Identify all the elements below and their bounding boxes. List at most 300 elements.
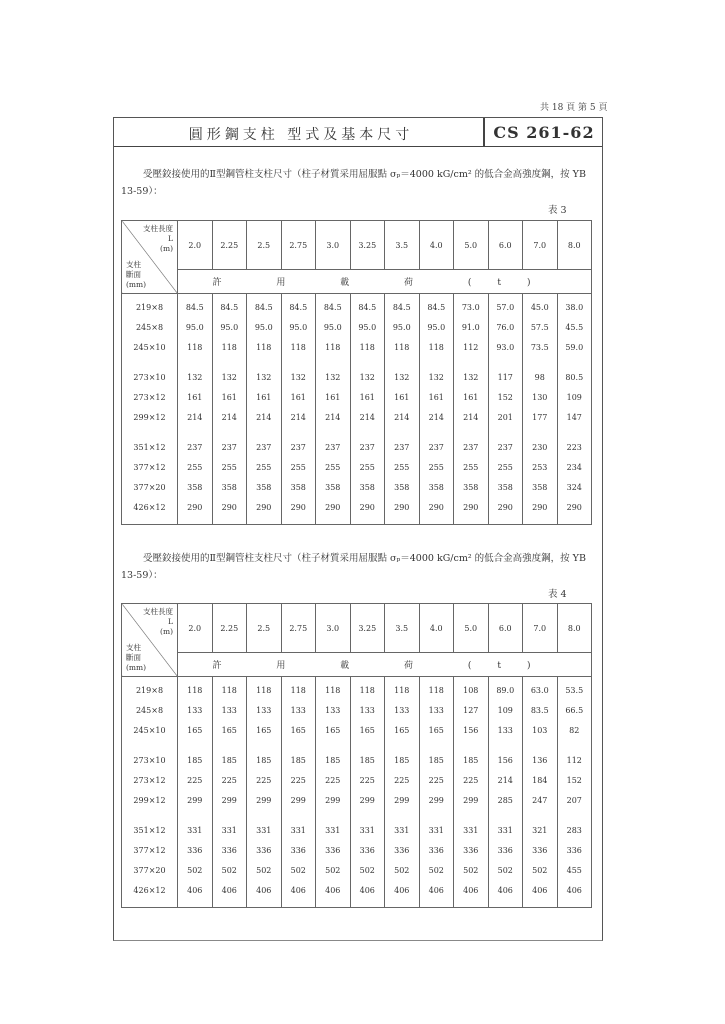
load-value: 133 <box>497 726 513 735</box>
section-size: 273×10 <box>133 756 166 765</box>
load-value: 225 <box>325 776 341 785</box>
length-header-cell: 3.0 <box>316 221 351 270</box>
load-value: 165 <box>359 726 375 735</box>
load-value: 84.5 <box>254 303 273 312</box>
load-value: 83.5 <box>530 706 549 715</box>
length-header-cell: 5.0 <box>454 604 489 653</box>
load-value: 84.5 <box>289 303 308 312</box>
load-value: 214 <box>325 413 341 422</box>
row-group-gap <box>420 358 454 368</box>
row-group-gap <box>558 811 592 821</box>
row-group-gap <box>122 428 177 438</box>
load-value: 161 <box>290 393 306 402</box>
load-value: 336 <box>256 846 272 855</box>
load-value: 161 <box>463 393 479 402</box>
load-value: 237 <box>394 443 410 452</box>
load-value: 255 <box>359 463 375 472</box>
load-value: 299 <box>221 796 237 805</box>
load-value: 133 <box>359 706 375 715</box>
section-size: 426×12 <box>133 503 166 512</box>
section-axis-label <box>126 260 146 290</box>
load-value: 152 <box>566 776 582 785</box>
load-value: 502 <box>221 866 237 875</box>
load-value: 95.0 <box>289 323 308 332</box>
load-value: 331 <box>290 826 306 835</box>
load-value: 331 <box>325 826 341 835</box>
row-group-gap <box>213 741 247 751</box>
row-group-gap <box>523 811 557 821</box>
load-value: 63.0 <box>530 686 549 695</box>
load-value: 66.5 <box>565 706 584 715</box>
load-value: 118 <box>359 686 375 695</box>
load-value: 132 <box>221 373 237 382</box>
load-value: 299 <box>359 796 375 805</box>
load-value-column <box>281 294 316 525</box>
length-header-cell: 3.0 <box>316 604 351 653</box>
section-size: 377×20 <box>133 866 166 875</box>
load-value: 133 <box>256 706 272 715</box>
load-value-column <box>247 294 282 525</box>
row-group-gap <box>351 811 385 821</box>
load-value: 358 <box>325 483 341 492</box>
corner-header <box>122 604 178 677</box>
load-value-column <box>557 677 592 908</box>
load-value: 118 <box>187 686 203 695</box>
length-axis-text: 支柱長度 <box>143 224 173 233</box>
length-header-cell: 8.0 <box>557 604 592 653</box>
load-value: 336 <box>497 846 513 855</box>
load-value: 147 <box>566 413 582 422</box>
section-axis-label <box>126 643 146 673</box>
load-value-column <box>385 677 420 908</box>
load-value: 93.0 <box>496 343 515 352</box>
row-group-gap <box>489 741 523 751</box>
row-group-gap <box>316 811 350 821</box>
page-number: 共 18 頁 第 5 頁 <box>540 103 608 113</box>
load-value: 118 <box>290 686 306 695</box>
load-value: 253 <box>532 463 548 472</box>
length-header-cell: 2.75 <box>281 604 316 653</box>
load-value: 165 <box>325 726 341 735</box>
load-value: 132 <box>394 373 410 382</box>
load-value: 358 <box>221 483 237 492</box>
load-value: 127 <box>463 706 479 715</box>
load-value: 214 <box>256 413 272 422</box>
load-value: 324 <box>566 483 582 492</box>
load-value: 502 <box>187 866 203 875</box>
allowable-load-label: 許 用 載 荷 (t) <box>178 653 592 677</box>
load-value: 214 <box>221 413 237 422</box>
section-axis-text: (mm) <box>126 663 147 672</box>
load-value: 358 <box>359 483 375 492</box>
load-value: 98 <box>534 373 545 382</box>
section-size: 273×12 <box>133 776 166 785</box>
section-size: 299×12 <box>133 796 166 805</box>
load-value: 406 <box>221 886 237 895</box>
row-group-gap <box>385 741 419 751</box>
row-group-gap <box>213 811 247 821</box>
load-value: 53.5 <box>565 686 584 695</box>
load-value: 299 <box>325 796 341 805</box>
load-value: 358 <box>187 483 203 492</box>
load-value: 73.0 <box>461 303 480 312</box>
load-value: 225 <box>187 776 203 785</box>
row-group-gap <box>523 358 557 368</box>
load-value: 225 <box>290 776 306 785</box>
load-value: 290 <box>463 503 479 512</box>
row-group-gap <box>420 811 454 821</box>
load-value-column <box>385 294 420 525</box>
load-value-column <box>523 677 558 908</box>
load-value: 237 <box>256 443 272 452</box>
load-value: 161 <box>394 393 410 402</box>
load-value: 285 <box>497 796 513 805</box>
section-axis-text: 斷面 <box>126 653 141 662</box>
load-value-column <box>488 294 523 525</box>
load-table-3 <box>121 220 592 525</box>
load-value: 95.0 <box>220 323 239 332</box>
section-axis-text: 斷面 <box>126 270 141 279</box>
load-value: 406 <box>428 886 444 895</box>
load-value: 237 <box>463 443 479 452</box>
load-value: 165 <box>394 726 410 735</box>
load-value: 112 <box>566 756 582 765</box>
load-value: 207 <box>566 796 582 805</box>
load-value: 299 <box>187 796 203 805</box>
section-size: 273×12 <box>133 393 166 402</box>
corner-header <box>122 221 178 294</box>
row-group-gap <box>523 428 557 438</box>
load-value: 185 <box>221 756 237 765</box>
load-value: 133 <box>187 706 203 715</box>
row-group-gap <box>454 811 488 821</box>
load-value: 406 <box>463 886 479 895</box>
load-value: 237 <box>290 443 306 452</box>
row-group-gap <box>385 428 419 438</box>
length-axis-text: L <box>168 234 173 243</box>
load-value: 502 <box>256 866 272 875</box>
load-value: 165 <box>187 726 203 735</box>
load-value: 255 <box>463 463 479 472</box>
load-value-column <box>178 677 213 908</box>
load-value: 336 <box>532 846 548 855</box>
load-value: 331 <box>187 826 203 835</box>
load-value: 118 <box>325 343 341 352</box>
load-value: 502 <box>325 866 341 875</box>
load-value: 234 <box>566 463 582 472</box>
load-value: 45.5 <box>565 323 584 332</box>
section-axis-text: 支柱 <box>126 260 141 269</box>
load-value-column <box>247 677 282 908</box>
length-header-cell: 3.5 <box>385 221 420 270</box>
load-value: 84.5 <box>392 303 411 312</box>
load-value: 161 <box>325 393 341 402</box>
document-title: 圓形鋼支柱 型式及基本尺寸 <box>188 127 414 143</box>
load-value: 84.5 <box>323 303 342 312</box>
length-header-cell: 8.0 <box>557 221 592 270</box>
section-size: 245×8 <box>135 706 164 715</box>
load-value: 45.0 <box>530 303 549 312</box>
load-value: 118 <box>359 343 375 352</box>
load-value: 177 <box>532 413 548 422</box>
load-value: 225 <box>359 776 375 785</box>
row-group-gap <box>523 741 557 751</box>
load-value: 406 <box>566 886 582 895</box>
load-value: 80.5 <box>565 373 584 382</box>
load-value: 103 <box>532 726 548 735</box>
load-value: 185 <box>394 756 410 765</box>
load-value: 237 <box>325 443 341 452</box>
load-value: 118 <box>187 343 203 352</box>
load-value: 223 <box>566 443 582 452</box>
load-value: 95.0 <box>358 323 377 332</box>
load-value: 214 <box>187 413 203 422</box>
row-group-gap <box>282 358 316 368</box>
load-value: 331 <box>497 826 513 835</box>
load-value: 165 <box>290 726 306 735</box>
load-value-column <box>557 294 592 525</box>
load-value: 255 <box>256 463 272 472</box>
load-value: 237 <box>428 443 444 452</box>
section-size: 219×8 <box>135 303 164 312</box>
load-value: 132 <box>325 373 341 382</box>
load-value: 336 <box>221 846 237 855</box>
load-value: 290 <box>187 503 203 512</box>
load-value: 133 <box>394 706 410 715</box>
length-header-cell: 3.25 <box>350 221 385 270</box>
load-value: 57.5 <box>530 323 549 332</box>
section-axis-text: (mm) <box>126 280 147 289</box>
length-header-cell: 7.0 <box>523 604 558 653</box>
load-value: 502 <box>428 866 444 875</box>
section-size: 245×10 <box>133 726 166 735</box>
load-value: 336 <box>394 846 410 855</box>
length-header-cell: 6.0 <box>488 221 523 270</box>
load-value: 132 <box>463 373 479 382</box>
load-value: 185 <box>359 756 375 765</box>
row-group-gap <box>454 741 488 751</box>
section-size: 351×12 <box>133 443 166 452</box>
load-value: 331 <box>428 826 444 835</box>
section-size: 219×8 <box>135 686 164 695</box>
load-value: 230 <box>532 443 548 452</box>
length-header-cell: 7.0 <box>523 221 558 270</box>
load-value: 336 <box>428 846 444 855</box>
load-value: 502 <box>497 866 513 875</box>
section-size-column <box>122 677 178 908</box>
load-value: 290 <box>221 503 237 512</box>
load-value: 95.0 <box>392 323 411 332</box>
load-value: 108 <box>463 686 479 695</box>
row-group-gap <box>558 358 592 368</box>
load-value: 331 <box>256 826 272 835</box>
load-value: 118 <box>394 686 410 695</box>
section-size: 377×20 <box>133 483 166 492</box>
section2-description: 受壓鉸接使用的Ⅱ型鋼管柱支柱尺寸（柱子材質采用屈服點 σₚ＝4000 kG/cm² 的低合金高強度鋼，按 YB 13-59）： <box>121 553 586 581</box>
row-group-gap <box>178 358 212 368</box>
table3-label: 表 3 <box>548 205 567 216</box>
load-value: 331 <box>221 826 237 835</box>
load-value: 331 <box>359 826 375 835</box>
load-value: 299 <box>463 796 479 805</box>
load-value: 161 <box>256 393 272 402</box>
load-value-column <box>212 294 247 525</box>
load-value: 156 <box>497 756 513 765</box>
standard-code: CS 261-62 <box>493 123 595 142</box>
load-value: 161 <box>428 393 444 402</box>
load-value: 118 <box>290 343 306 352</box>
load-value-column <box>316 677 351 908</box>
load-value: 95.0 <box>323 323 342 332</box>
load-value: 255 <box>290 463 306 472</box>
load-value: 299 <box>394 796 410 805</box>
load-value: 84.5 <box>220 303 239 312</box>
load-value: 165 <box>256 726 272 735</box>
load-value: 133 <box>290 706 306 715</box>
load-value: 502 <box>463 866 479 875</box>
load-value: 406 <box>290 886 306 895</box>
load-value: 165 <box>221 726 237 735</box>
row-group-gap <box>489 428 523 438</box>
load-value: 132 <box>290 373 306 382</box>
load-value-column <box>419 294 454 525</box>
length-axis-text: (m) <box>160 244 173 253</box>
row-group-gap <box>351 741 385 751</box>
load-value: 237 <box>359 443 375 452</box>
load-value: 109 <box>566 393 582 402</box>
load-value: 161 <box>359 393 375 402</box>
load-value: 255 <box>221 463 237 472</box>
section-size: 273×10 <box>133 373 166 382</box>
load-value: 214 <box>394 413 410 422</box>
load-value: 201 <box>497 413 513 422</box>
load-value: 225 <box>256 776 272 785</box>
load-value: 358 <box>532 483 548 492</box>
load-value: 358 <box>256 483 272 492</box>
row-group-gap <box>282 811 316 821</box>
load-value: 502 <box>359 866 375 875</box>
row-group-gap <box>489 358 523 368</box>
load-value: 336 <box>359 846 375 855</box>
load-value: 237 <box>221 443 237 452</box>
section-size: 351×12 <box>133 826 166 835</box>
load-value: 118 <box>221 343 237 352</box>
load-value: 299 <box>290 796 306 805</box>
load-value: 255 <box>497 463 513 472</box>
row-group-gap <box>178 811 212 821</box>
row-group-gap <box>122 358 177 368</box>
length-header-cell: 2.25 <box>212 604 247 653</box>
load-value-column <box>454 294 489 525</box>
load-value: 358 <box>428 483 444 492</box>
load-value: 406 <box>187 886 203 895</box>
load-value: 331 <box>394 826 410 835</box>
load-value: 255 <box>187 463 203 472</box>
load-value: 95.0 <box>427 323 446 332</box>
load-value: 84.5 <box>358 303 377 312</box>
load-value-column <box>350 677 385 908</box>
load-value: 89.0 <box>496 686 515 695</box>
row-group-gap <box>316 358 350 368</box>
load-value: 132 <box>428 373 444 382</box>
section-size-column <box>122 294 178 525</box>
load-value: 406 <box>256 886 272 895</box>
row-group-gap <box>122 811 177 821</box>
load-value: 237 <box>187 443 203 452</box>
section1-description: 受壓鉸接使用的Ⅱ型鋼管柱支柱尺寸（柱子材質采用屈服點 σₚ＝4000 kG/cm² 的低合金高強度鋼，按 YB 13-59）： <box>121 169 586 197</box>
load-value: 214 <box>463 413 479 422</box>
load-value-column <box>316 294 351 525</box>
load-value: 185 <box>325 756 341 765</box>
row-group-gap <box>247 741 281 751</box>
load-value: 255 <box>325 463 341 472</box>
section-axis-text: 支柱 <box>126 643 141 652</box>
load-value: 336 <box>187 846 203 855</box>
load-value: 38.0 <box>565 303 584 312</box>
row-group-gap <box>122 741 177 751</box>
row-group-gap <box>282 741 316 751</box>
length-header-cell: 2.0 <box>178 604 213 653</box>
header-divider <box>483 118 485 146</box>
load-value: 502 <box>394 866 410 875</box>
load-value: 406 <box>325 886 341 895</box>
length-axis-label <box>143 224 173 254</box>
load-value: 133 <box>428 706 444 715</box>
row-group-gap <box>178 741 212 751</box>
length-header-cell: 5.0 <box>454 221 489 270</box>
load-value-column <box>454 677 489 908</box>
load-value: 290 <box>428 503 444 512</box>
allowable-load-label: 許 用 載 荷 (t) <box>178 270 592 294</box>
load-value: 161 <box>221 393 237 402</box>
row-group-gap <box>351 358 385 368</box>
load-value: 118 <box>428 343 444 352</box>
section-size: 377×12 <box>133 463 166 472</box>
load-value: 214 <box>428 413 444 422</box>
load-value-column <box>178 294 213 525</box>
load-value: 184 <box>532 776 548 785</box>
load-value: 152 <box>497 393 513 402</box>
length-header-cell: 3.5 <box>385 604 420 653</box>
load-value-column <box>350 294 385 525</box>
load-value: 84.5 <box>185 303 204 312</box>
length-axis-text: 支柱長度 <box>143 607 173 616</box>
load-value: 76.0 <box>496 323 515 332</box>
load-value: 118 <box>256 686 272 695</box>
row-group-gap <box>385 358 419 368</box>
load-value: 57.0 <box>496 303 515 312</box>
load-value: 118 <box>394 343 410 352</box>
load-value: 133 <box>221 706 237 715</box>
load-value: 165 <box>428 726 444 735</box>
load-value: 406 <box>532 886 548 895</box>
length-header-cell: 2.5 <box>247 604 282 653</box>
load-table-4 <box>121 603 592 908</box>
load-value: 406 <box>394 886 410 895</box>
row-group-gap <box>213 358 247 368</box>
load-value-column <box>281 677 316 908</box>
load-value: 358 <box>290 483 306 492</box>
load-value: 290 <box>394 503 410 512</box>
section-size: 299×12 <box>133 413 166 422</box>
length-axis-text: L <box>168 617 173 626</box>
length-header-cell: 2.75 <box>281 221 316 270</box>
row-group-gap <box>247 811 281 821</box>
row-group-gap <box>454 358 488 368</box>
load-value: 406 <box>359 886 375 895</box>
section-size: 245×10 <box>133 343 166 352</box>
load-value-column <box>212 677 247 908</box>
